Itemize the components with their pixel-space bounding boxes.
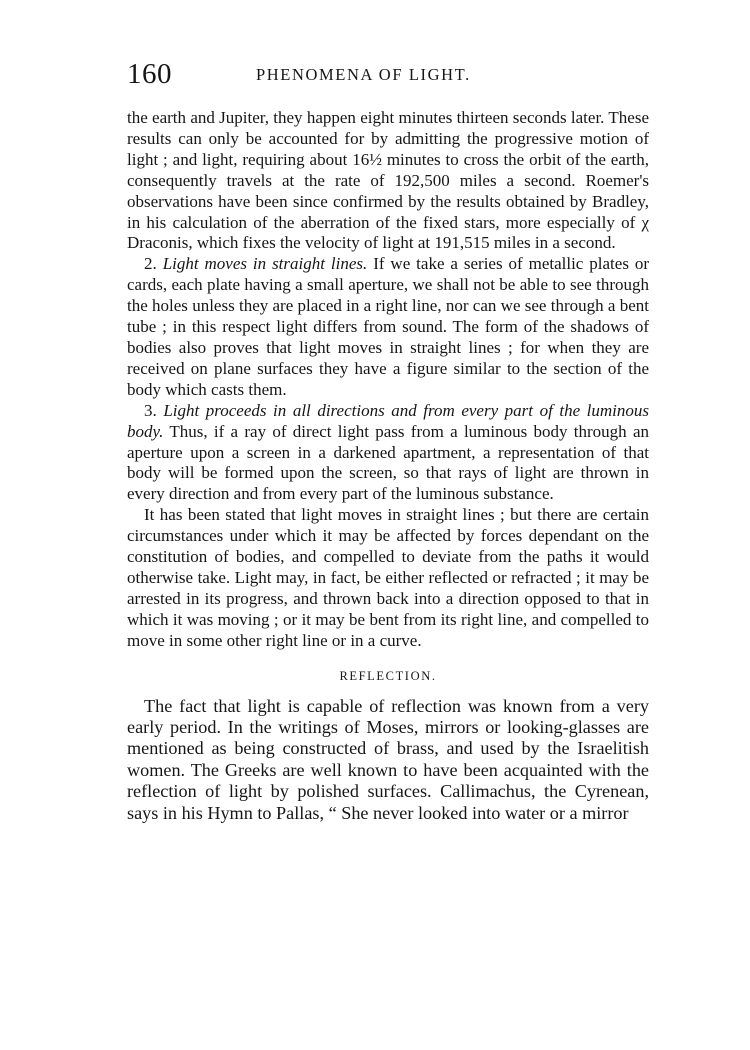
page-header xyxy=(127,56,649,92)
paragraph-velocity-of-light: the earth and Jupiter, they happen eight minutes thirteen seconds later. These results can only be accounted for by admitting the progressive motion of light ; and light, requiring about 16½ minutes to cross the orbit of the earth, consequently travels at the rate of 192,500 miles a second. Roemer's observations have been since confirmed by the results obtained by Bradley, in his calculation of the aberration of the fixed stars, more especially of χ Draconis, which fixes the velocity of light at 191,515 miles in a second. xyxy=(127,108,649,253)
section-heading: REFLECTION. xyxy=(339,668,437,683)
paragraph-body: Thus, if a ray of direct light pass from a luminous body through an aperture upon a screen in a darkened apartment, a representation of that body will be formed upon the screen, so that rays of light are thrown in every direction and from every part of the luminous substance. xyxy=(127,421,649,504)
body-text xyxy=(127,108,649,824)
paragraph-straight-lines xyxy=(127,254,649,400)
paragraph-body: If we take a series of metallic plates or cards, each plate having a small aperture, we shall not be able to see through the holes unless they are placed in a right line, nor can we see through a bent tube ; in this respect light differs from sound. The form of the shadows of bodies also proves that light moves in straight lines ; for when they are received on plane surfaces they have a figure similar to the section of the body which casts them. xyxy=(127,254,650,399)
running-head: PHENOMENA OF LIGHT. xyxy=(256,65,471,84)
list-number: 3. xyxy=(144,400,157,420)
paragraph-reflection-refraction: It has been stated that light moves in straight lines ; but there are certain circumstances under which it may be affected by forces dependant on the constitution of bodies, and compelled to deviate from the paths it would otherwise take. Light may, in fact, be either reflected or refracted ; it may be arrested in its progress, and thrown back into a direction opposed to that in which it was moving ; or it may be bent from its right line, and compelled to move in some other right line or in a curve. xyxy=(127,505,649,650)
page-number: 160 xyxy=(127,58,172,90)
italic-heading: Light moves in straight lines. xyxy=(162,254,368,274)
italic-heading: Light proceeds in all directions and from every part of the luminous body. xyxy=(127,400,650,441)
paragraph-all-directions xyxy=(127,401,649,506)
paragraph-reflection-history: The fact that light is capable of reflection was known from a very early period. In the writings of Moses, mirrors or looking-glasses are mentioned as being constructed of brass, and used by the Israelitish women. The Greeks are well known to have been acquainted with the reflection of light by polished surfaces. Callimachus, the Cyrenean, says in his Hymn to Pallas, “ She never looked into water or a mirror xyxy=(127,695,649,823)
list-number: 2. xyxy=(144,254,157,274)
